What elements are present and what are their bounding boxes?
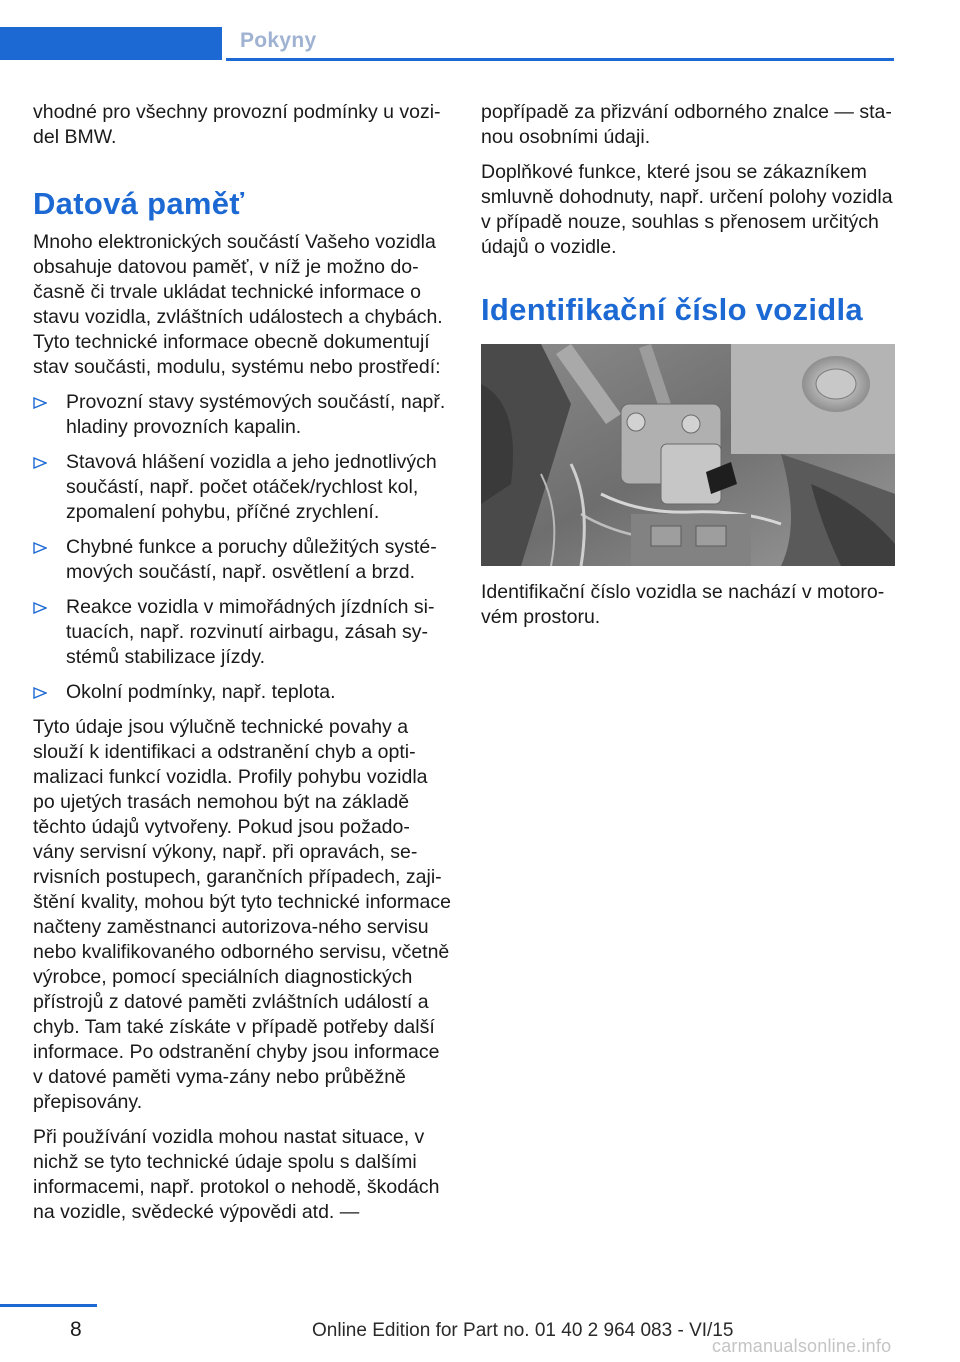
- personal-data-paragraph: Při používání vozidla mohou nastat situace, v nichž se tyto technické údaje spolu s dalšími informacemi, např. protokol o nehodě, škodách na vozidle, svědecké výpovědi atd. —: [33, 1126, 440, 1223]
- triangle-bullet-icon: [33, 457, 47, 469]
- list-item-text: Okolní podmínky, např. teplota.: [66, 681, 336, 703]
- vin-caption: Identifikační číslo vozidla se nachází v motoro-vém prostoru.: [481, 581, 885, 628]
- triangle-bullet-icon: [33, 602, 47, 614]
- bullet-list: [33, 390, 451, 705]
- data-usage-paragraph: Tyto údaje jsou výlučně technické povahy a slouží k identifikaci a odstranění chyb a opti-malizaci funkcí vozidla. Profily pohybu vozidla po ujetých trasách nemohou být na základě těchto údajů vytvořeny. Pokud jsou požado-vány servisní výkony, např. při opravách, se-rvisních postupech, garančních případech, zaji-štění kvality, mohou být tyto technické informace načteny zaměstnanci autorizova-ného servisu nebo kvalifikovaného odborného servisu, včetně výrobce, pomocí speciálních diagnostických přístrojů z datové paměti zvláštních událostí a chyb. Tam také získáte v případě potřeby další informace. Po odstranění chyby jsou informace v datové paměti vyma-zány nebo průběžně přepisovány.: [33, 716, 451, 1113]
- watermark: carmanualsonline.info: [712, 1336, 892, 1356]
- list-item: [33, 680, 451, 705]
- heading-vin: Identifikační číslo vozidla: [481, 292, 863, 327]
- continuation-text: popřípadě za přizvání odborného znalce — sta-nou osobními údaji.: [481, 101, 892, 148]
- list-item: [33, 450, 451, 525]
- intro-text: vhodné pro všechny provozní podmínky u vozi-del BMW.: [33, 101, 441, 148]
- section-title: Pokyny: [240, 29, 317, 52]
- footer-rule: [0, 1304, 97, 1307]
- additional-functions-paragraph: Doplňkové funkce, které jsou se zákazníkem smluvně dohodnuty, např. určení polohy vozidla v případě nouze, souhlas s přenosem určitých údajů o vozidle.: [481, 161, 893, 258]
- triangle-bullet-icon: [33, 397, 47, 409]
- list-item: [33, 390, 451, 440]
- list-item-text: Reakce vozidla v mimořádných jízdních si-tuacích, např. rozvinutí airbagu, zásah sy-stémů stabilizace jízdy.: [66, 596, 435, 668]
- engine-compartment-photo: [481, 344, 895, 566]
- triangle-bullet-icon: [33, 542, 47, 554]
- list-item-text: Chybné funkce a poruchy důležitých systé-mových součástí, např. osvětlení a brzd.: [66, 536, 437, 583]
- list-item-text: Provozní stavy systémových součástí, např. hladiny provozních kapalin.: [66, 391, 446, 438]
- list-item-text: Stavová hlášení vozidla a jeho jednotlivých součástí, např. počet otáček/rychlost kol, zpomalení pohybu, příčné zrychlení.: [66, 451, 437, 523]
- triangle-bullet-icon: [33, 687, 47, 699]
- edition-text: Online Edition for Part no. 01 40 2 964 083 - VI/15: [312, 1320, 734, 1341]
- heading-data-memory: Datová paměť: [33, 186, 245, 221]
- header-rule: [226, 58, 894, 61]
- left-column: [33, 100, 451, 1235]
- page-number: 8: [70, 1318, 82, 1341]
- list-item: [33, 595, 451, 670]
- data-memory-paragraph: Mnoho elektronických součástí Vašeho vozidla obsahuje datovou paměť, v níž je možno do-časně či trvale ukládat technické informace o stavu vozidla, zvláštních událostech a chybách. Tyto technické informace obecně dokumentují stav součásti, modulu, systému nebo prostředí:: [33, 231, 443, 378]
- right-column: [481, 100, 895, 640]
- header-accent-bar: [0, 27, 222, 60]
- list-item: [33, 535, 451, 585]
